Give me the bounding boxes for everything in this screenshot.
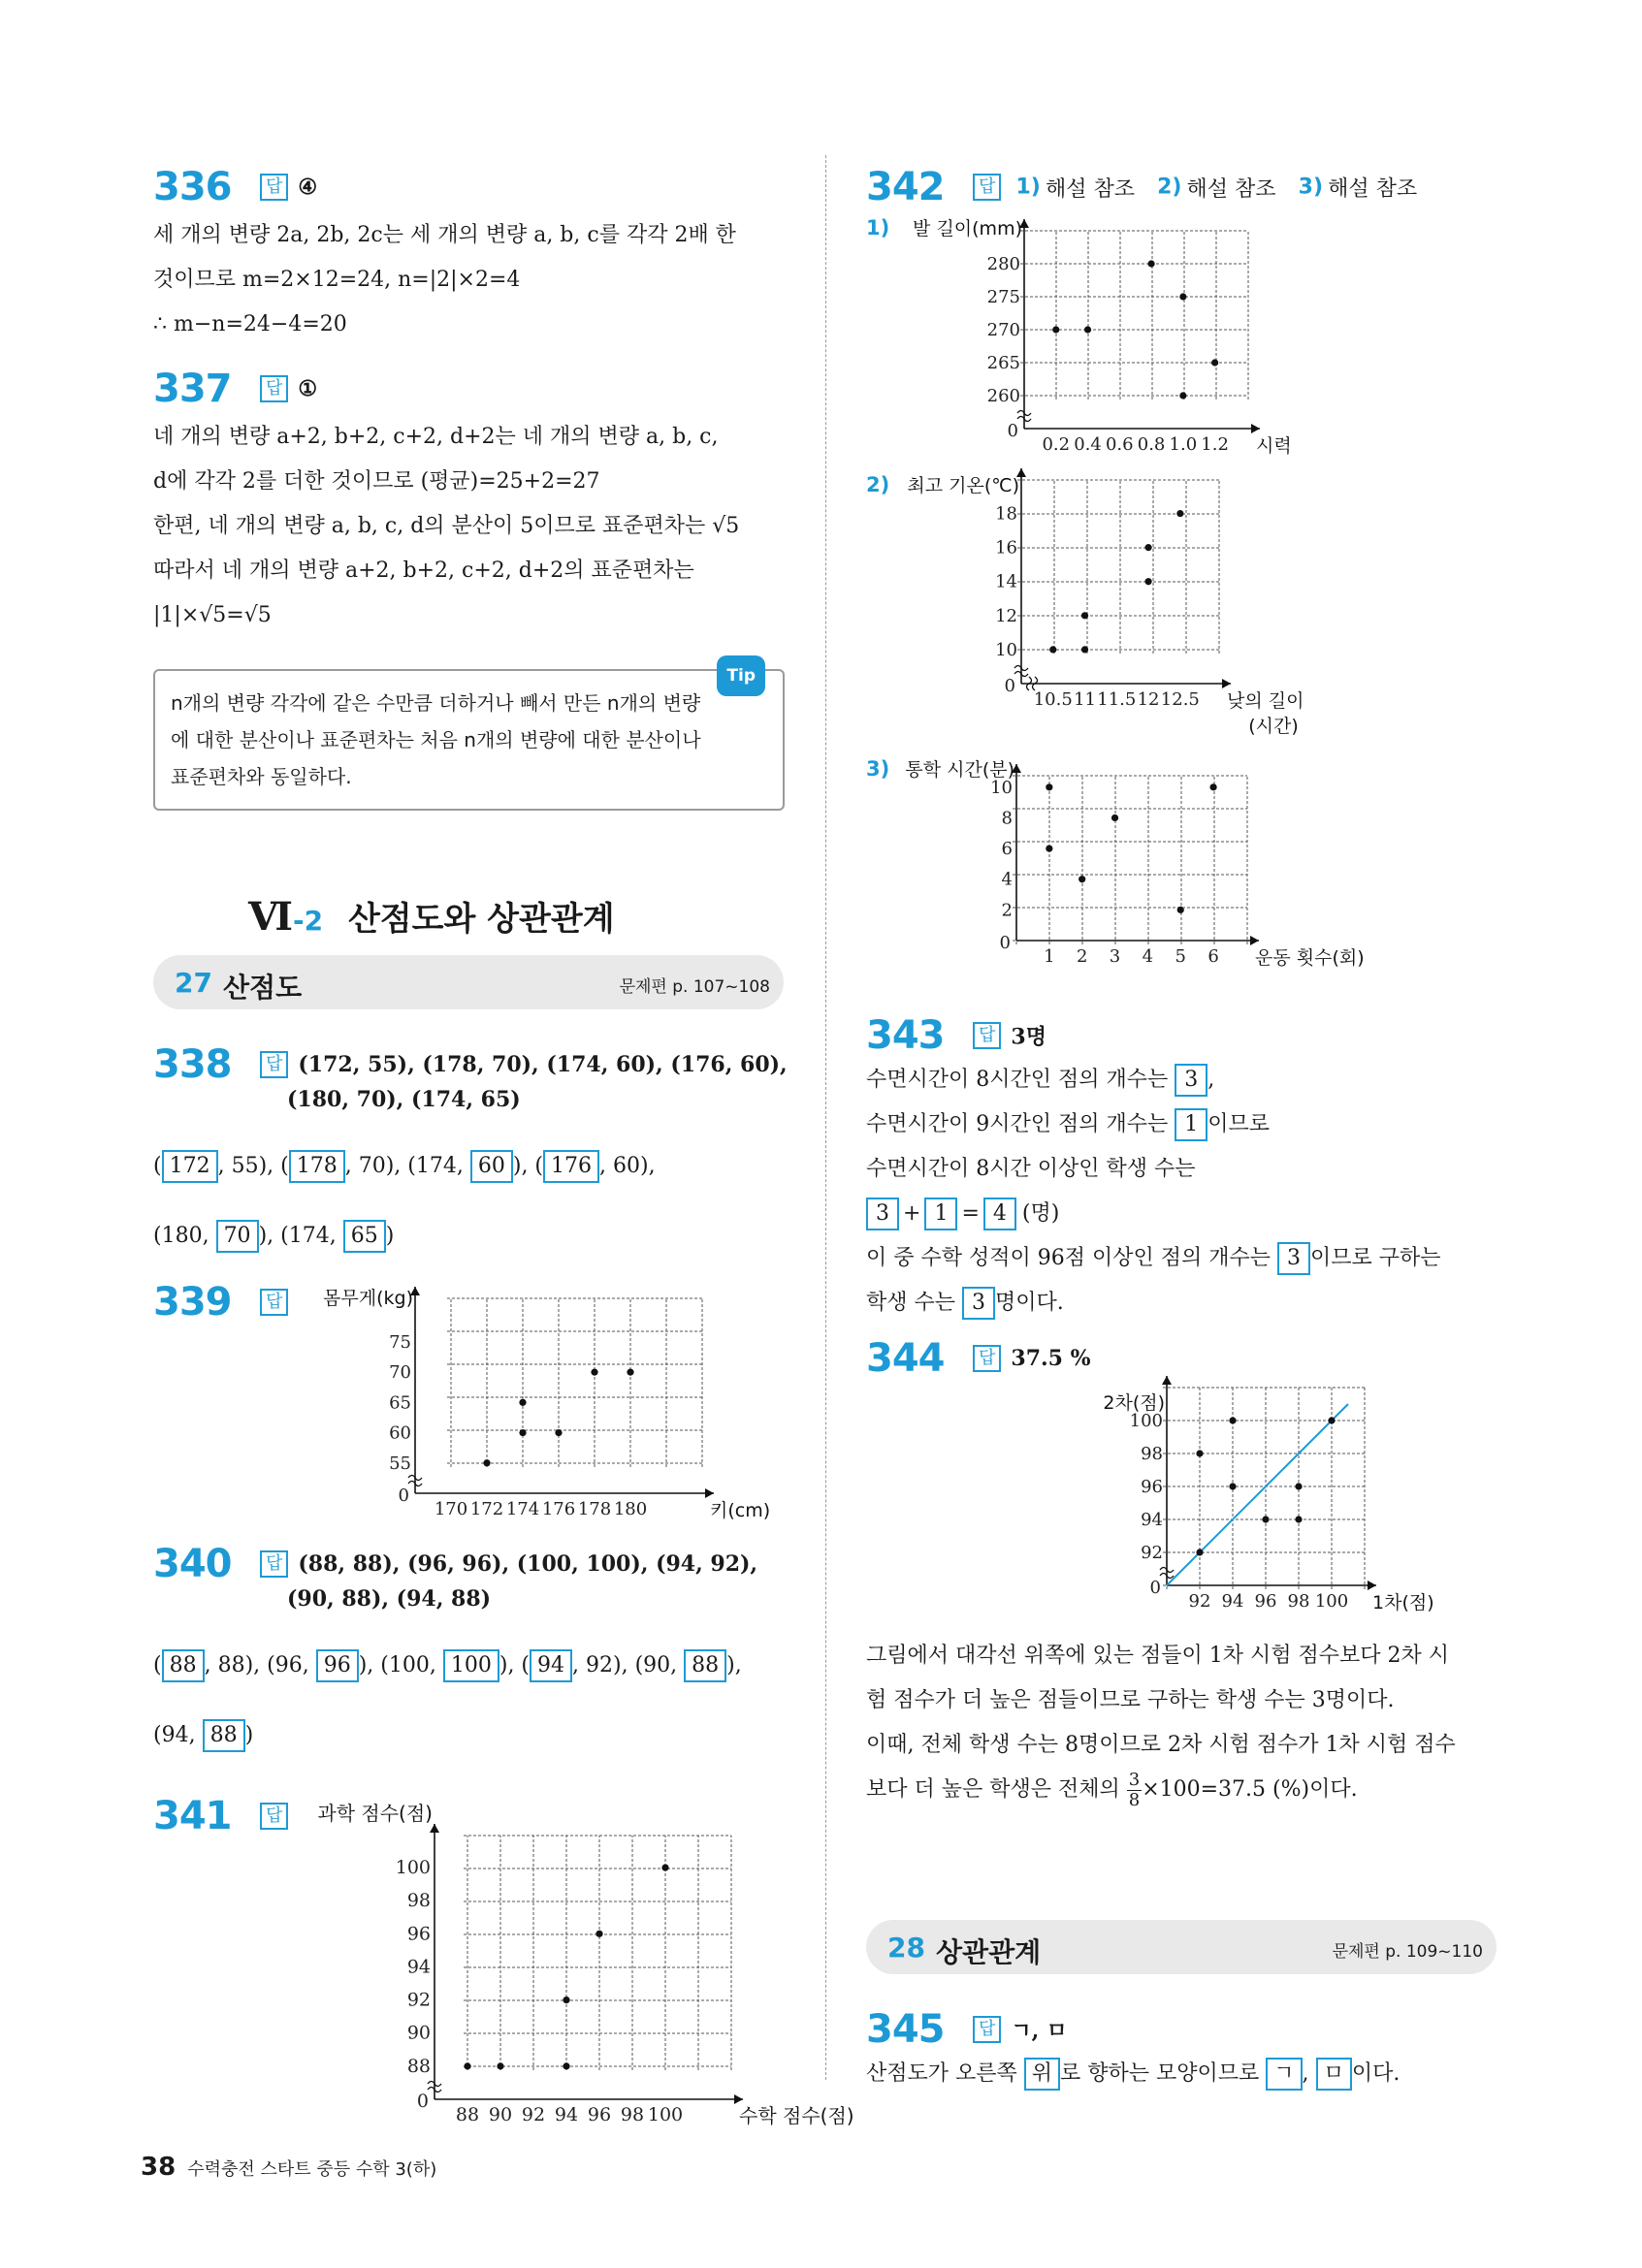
tip-line: 표준편차와 동일하다.	[171, 765, 352, 788]
solution-line: |1|×√5=√5	[153, 603, 272, 627]
y-tick-label: 96	[406, 1923, 431, 1945]
x-tick-label: 90	[488, 2104, 513, 2125]
origin-label: 0	[398, 1485, 409, 1506]
x-axis-title-unit: (시간)	[1248, 716, 1299, 737]
section-name: 산점도와 상관관계	[347, 900, 615, 939]
text: (	[153, 1653, 162, 1677]
text: ), (174,	[258, 1224, 343, 1248]
solution-line: 따라서 네 개의 변량 a+2, b+2, c+2, d+2의 표준편차는	[153, 559, 694, 583]
answer-badge: 답	[260, 174, 288, 201]
answer-badge: 답	[973, 174, 1001, 201]
answer-part-number: 1)	[1015, 175, 1041, 200]
data-point	[1176, 510, 1183, 517]
column-divider	[825, 155, 826, 2080]
subsection-bar-27	[153, 955, 784, 1009]
answer-box: 위	[1024, 2058, 1060, 2091]
x-tick-label: 92	[1188, 1591, 1211, 1612]
fill-in-row	[153, 1631, 789, 1701]
x-tick-label: 0.8	[1137, 434, 1166, 455]
origin-label: 0	[1004, 676, 1015, 696]
data-point	[1295, 1483, 1302, 1489]
origin-label: 0	[999, 933, 1011, 953]
scatter-chart-344	[1012, 1391, 1434, 1629]
page-number: 38	[141, 2153, 177, 2182]
x-tick-label: 94	[1221, 1591, 1244, 1612]
answer-part-number: 3)	[1298, 175, 1324, 200]
data-point	[1196, 1450, 1203, 1456]
text: 이다.	[1351, 2061, 1401, 2086]
x-tick-label: 100	[647, 2104, 684, 2125]
text: , 60),	[599, 1154, 656, 1178]
data-point	[1046, 783, 1052, 790]
solution-line	[866, 2052, 1497, 2096]
x-tick-label: 1.0	[1169, 434, 1198, 455]
scatter-chart-339	[241, 1285, 771, 1521]
scatter-chart-342-2	[866, 470, 1322, 737]
text: ,	[1207, 1068, 1215, 1092]
x-tick-label: 98	[1287, 1591, 1310, 1612]
problem-number: 339	[153, 1280, 232, 1325]
answer-box: 100	[443, 1649, 499, 1682]
problem-number: 342	[866, 165, 945, 209]
answer: (172, 55), (178, 70), (174, 60), (176, 60),	[298, 1052, 788, 1077]
answer-box: 176	[543, 1150, 599, 1183]
data-point	[596, 1931, 602, 1937]
y-axis-title: 발 길이(mm)	[913, 218, 1022, 240]
text: ),	[726, 1653, 742, 1677]
data-point	[497, 2062, 503, 2069]
data-point	[1049, 646, 1056, 653]
problem-340	[153, 1542, 789, 1771]
answer: (90, 88), (94, 88)	[287, 1586, 492, 1612]
page-footer	[141, 2153, 436, 2182]
denominator: 8	[1128, 1789, 1141, 1810]
solution-line	[866, 1768, 1497, 1812]
answer: (88, 88), (96, 96), (100, 100), (94, 92),	[298, 1551, 758, 1577]
answer-box: 1	[924, 1198, 957, 1230]
answer-badge: 답	[260, 1550, 288, 1578]
subsection-number: 27	[175, 967, 212, 999]
answer-box: 65	[343, 1220, 386, 1253]
answer-part: 해설 참조	[1186, 176, 1276, 202]
answer-box: 88	[162, 1649, 205, 1682]
x-tick-label: 0.6	[1105, 434, 1134, 455]
problem-number: 341	[153, 1794, 232, 1838]
y-axis-title: 통학 시간(분)	[905, 759, 1014, 781]
data-point	[563, 1996, 569, 2003]
page-reference: 문제편 p. 109~110	[1332, 1942, 1483, 1962]
data-point	[1079, 876, 1085, 882]
problem-number: 344	[866, 1336, 945, 1381]
data-point	[464, 2062, 470, 2069]
text: ,	[1302, 2061, 1316, 2086]
data-point	[1179, 293, 1186, 300]
x-tick-label: 0.2	[1042, 434, 1071, 455]
solution-line	[866, 1192, 1497, 1236]
subsection-number: 28	[887, 1932, 925, 1964]
problem-344-solution	[866, 1634, 1497, 1812]
y-tick-label: 270	[986, 320, 1020, 340]
text: +	[903, 1201, 921, 1226]
data-point	[1179, 392, 1186, 399]
y-axis-arrow	[430, 1824, 439, 1833]
data-point	[1177, 907, 1184, 913]
data-point	[1081, 646, 1088, 653]
data-point	[1144, 544, 1151, 551]
data-point	[1111, 815, 1118, 821]
y-tick-label: 16	[995, 537, 1017, 559]
x-tick-label: 180	[613, 1499, 648, 1519]
x-tick-label: 170	[434, 1499, 468, 1519]
book-title: 수력충전 스타트 중등 수학 3(하)	[187, 2159, 437, 2180]
data-point	[1144, 578, 1151, 585]
text: (	[153, 1154, 162, 1178]
y-tick-label: 260	[986, 386, 1020, 406]
answer-box: 3	[866, 1198, 899, 1230]
data-point	[1046, 845, 1052, 851]
text: 이므로 구하는	[1309, 1246, 1441, 1270]
data-point	[1229, 1417, 1236, 1423]
y-tick-label: 70	[389, 1362, 411, 1384]
x-tick-label: 6	[1207, 946, 1219, 967]
y-tick-label: 2	[1001, 900, 1013, 921]
x-axis-title: 수학 점수(점)	[739, 2104, 854, 2127]
chart-part-label: 3)	[866, 757, 890, 781]
data-point	[1229, 1483, 1236, 1489]
x-axis-arrow	[1250, 936, 1259, 945]
y-tick-label: 10	[990, 777, 1013, 798]
x-tick-label: 96	[1254, 1591, 1277, 1612]
tip-line: n개의 변량 각각에 같은 수만큼 더하거나 빼서 만든 n개의 변량	[171, 691, 701, 715]
problem-345	[866, 2007, 1497, 2096]
x-tick-label: 5	[1175, 946, 1186, 967]
x-tick-label: 3	[1109, 946, 1121, 967]
text: )	[385, 1224, 395, 1248]
y-tick-label: 94	[1141, 1510, 1163, 1530]
text: , 55), (	[217, 1154, 289, 1178]
data-point	[555, 1429, 562, 1436]
x-tick-label: 4	[1142, 946, 1154, 967]
x-tick-label: 12	[1137, 689, 1160, 710]
y-tick-label: 96	[1141, 1477, 1163, 1497]
x-axis-title: 키(cm)	[710, 1500, 771, 1521]
origin-label: 0	[1007, 421, 1018, 441]
x-tick-label: 96	[587, 2104, 612, 2125]
tip-line: 에 대한 분산이나 표준편차는 처음 n개의 변량에 대한 분산이나	[171, 728, 701, 751]
subsection-name: 상관관계	[936, 1936, 1042, 1968]
problem-337	[153, 367, 789, 638]
text: 이 중 수학 성적이 96점 이상인 점의 개수는	[866, 1246, 1277, 1270]
answer-badge: 답	[260, 1051, 288, 1078]
solution-line: 그림에서 대각선 위쪽에 있는 점들이 1차 시험 점수보다 2차 시	[866, 1644, 1449, 1668]
solution-line: d에 각각 2를 더한 것이므로 (평균)=25+2=27	[153, 469, 600, 494]
data-point	[1295, 1516, 1302, 1522]
fill-in-row	[153, 1701, 789, 1771]
answer-part: 해설 참조	[1328, 176, 1418, 202]
text: 수면시간이 9시간인 점의 개수는	[866, 1112, 1175, 1136]
y-axis-title: 최고 기온(℃)	[907, 475, 1019, 496]
text: (명)	[1021, 1201, 1060, 1226]
x-tick-label: 92	[521, 2104, 546, 2125]
data-point	[627, 1369, 633, 1376]
problem-343	[866, 1013, 1497, 1326]
answer-box: 60	[470, 1150, 513, 1183]
x-tick-label: 10.5	[1033, 689, 1073, 710]
tip-box	[153, 666, 785, 811]
answer-badge: 답	[973, 2016, 1001, 2043]
data-point	[1328, 1417, 1335, 1423]
fill-in-row	[153, 1132, 789, 1201]
x-tick-label: 176	[541, 1499, 576, 1519]
answer-box: 178	[289, 1150, 345, 1183]
x-tick-label: 88	[455, 2104, 480, 2125]
subsection-bar-28	[866, 1920, 1497, 1974]
y-tick-label: 90	[406, 2022, 431, 2044]
text: 수면시간이 8시간인 점의 개수는	[866, 1068, 1175, 1092]
x-axis-title: 낮의 길이	[1227, 690, 1304, 712]
text: 명이다.	[995, 1291, 1064, 1315]
y-tick-label: 8	[1001, 808, 1013, 829]
x-tick-label: 98	[620, 2104, 645, 2125]
x-tick-label: 11	[1074, 689, 1096, 710]
answer: ㄱ, ㅁ	[1011, 2018, 1068, 2044]
text: )	[244, 1723, 254, 1747]
problem-338	[153, 1042, 789, 1271]
diagonal-line	[1167, 1404, 1348, 1585]
answer-box: 96	[316, 1649, 359, 1682]
answer-box: 4	[983, 1198, 1016, 1230]
answer-badge: 답	[260, 375, 288, 402]
answer: 37.5 %	[1011, 1346, 1091, 1371]
solution-line: 수면시간이 8시간 이상인 학생 수는	[866, 1157, 1196, 1181]
data-point	[1147, 260, 1154, 267]
y-tick-label: 6	[1001, 839, 1013, 860]
answer-part: 해설 참조	[1045, 176, 1135, 202]
x-axis-title: 1차(점)	[1372, 1592, 1434, 1613]
data-point	[519, 1429, 526, 1436]
data-point	[519, 1399, 526, 1406]
section-title	[248, 892, 615, 940]
x-tick-label: 2	[1076, 946, 1088, 967]
y-tick-label: 98	[406, 1890, 431, 1912]
problem-342	[866, 165, 1417, 209]
text: (94,	[153, 1723, 203, 1747]
tip-badge: Tip	[717, 655, 765, 696]
answer-box: 172	[162, 1150, 218, 1183]
y-tick-label: 4	[1001, 869, 1013, 890]
answer-box: 1	[1175, 1108, 1207, 1141]
answer-box: 88	[203, 1719, 245, 1752]
data-point	[483, 1459, 490, 1466]
scatter-chart-342-1	[866, 215, 1312, 457]
fraction	[1127, 1771, 1142, 1810]
problem-number: 340	[153, 1542, 232, 1586]
answer: 3명	[1011, 1024, 1046, 1050]
y-tick-label: 18	[995, 503, 1017, 525]
data-point	[1209, 783, 1216, 790]
answer: ①	[298, 376, 318, 401]
solution-line: 세 개의 변량 2a, 2b, 2c는 세 개의 변량 a, b, c를 각각 2배 한	[153, 223, 736, 247]
text: ), (	[512, 1154, 544, 1178]
text: , 70), (174,	[344, 1154, 470, 1178]
x-axis-arrow	[734, 2094, 743, 2104]
y-tick-label: 98	[1141, 1444, 1163, 1464]
x-axis-arrow	[1222, 679, 1231, 688]
x-tick-label: 94	[554, 2104, 579, 2125]
y-tick-label: 60	[389, 1422, 411, 1444]
x-axis-title: 운동 횟수(회)	[1255, 947, 1365, 969]
data-point	[591, 1369, 597, 1376]
answer-box: 3	[1277, 1242, 1310, 1275]
answer: (180, 70), (174, 65)	[287, 1087, 521, 1112]
data-point	[661, 1864, 668, 1870]
x-tick-label: 100	[1314, 1591, 1349, 1612]
answer-box: 94	[530, 1649, 572, 1682]
data-point	[1052, 326, 1059, 333]
data-point	[1084, 326, 1091, 333]
y-tick-label: 265	[986, 353, 1020, 373]
y-axis-title: 과학 점수(점)	[317, 1802, 433, 1825]
text: (180,	[153, 1224, 216, 1248]
scatter-chart-342-3	[866, 756, 1370, 989]
text: 학생 수는	[866, 1291, 962, 1315]
problem-number: 338	[153, 1042, 232, 1087]
problem-336	[153, 165, 789, 347]
y-tick-label: 275	[986, 287, 1020, 307]
x-tick-label: 172	[469, 1499, 504, 1519]
y-tick-label: 12	[995, 605, 1017, 626]
origin-label: 0	[416, 2091, 429, 2112]
x-tick-label: 11.5	[1097, 689, 1137, 710]
y-tick-label: 94	[406, 1956, 431, 1978]
chart-part-label: 2)	[866, 473, 890, 496]
y-tick-label: 10	[995, 639, 1017, 660]
problem-number: 345	[866, 2007, 945, 2052]
y-tick-label: 100	[395, 1857, 431, 1879]
answer-box: 3	[1175, 1064, 1207, 1097]
y-tick-label: 88	[406, 2055, 431, 2077]
answer-box: ㅁ	[1316, 2058, 1352, 2091]
x-axis-arrow	[1368, 1581, 1376, 1590]
x-tick-label: 178	[577, 1499, 612, 1519]
solution-line: 것이므로 m=2×12=24, n=|2|×2=4	[153, 268, 521, 292]
answer: ④	[298, 175, 318, 200]
solution-line: 험 점수가 더 높은 점들이므로 구하는 학생 수는 3명이다.	[866, 1688, 1395, 1712]
x-tick-label: 0.4	[1074, 434, 1102, 455]
text: 보다 더 높은 학생은 전체의	[866, 1777, 1127, 1802]
solution-line: 네 개의 변량 a+2, b+2, c+2, d+2는 네 개의 변량 a, b, c,	[153, 425, 719, 449]
chart-part-label: 1)	[866, 216, 890, 240]
problem-number: 343	[866, 1013, 945, 1058]
y-tick-label: 92	[406, 1989, 431, 2011]
text: ), (	[499, 1653, 531, 1677]
y-tick-label: 280	[986, 254, 1020, 274]
solution-line: 한편, 네 개의 변량 a, b, c, d의 분산이 5이므로 표준편차는 √5	[153, 514, 740, 538]
section-sub: -2	[293, 905, 324, 937]
page-reference: 문제편 p. 107~108	[619, 977, 770, 997]
y-tick-label: 100	[1129, 1411, 1163, 1431]
answer-badge: 답	[260, 1803, 288, 1830]
x-axis-arrow	[705, 1488, 714, 1498]
text: 이므로	[1207, 1112, 1271, 1136]
subsection-name: 산점도	[223, 972, 303, 1004]
data-point	[1262, 1516, 1269, 1522]
answer-badge: 답	[260, 1289, 288, 1316]
solution-line	[866, 1058, 1497, 1102]
x-axis-title: 시력	[1256, 435, 1292, 457]
solution-line	[866, 1281, 1497, 1326]
section-roman: Ⅵ	[248, 894, 293, 940]
y-axis-arrow	[1162, 1376, 1172, 1385]
problem-number: 337	[153, 367, 232, 411]
text: =	[961, 1201, 980, 1226]
text: 산점도가 오른쪽	[866, 2061, 1024, 2086]
answer-box: 3	[962, 1287, 995, 1320]
y-tick-label: 75	[389, 1331, 411, 1353]
y-axis-title: 몸무게(kg)	[323, 1288, 413, 1309]
x-axis-arrow	[1251, 424, 1260, 433]
data-point	[1081, 612, 1088, 619]
data-point	[1196, 1549, 1203, 1555]
data-point	[563, 2062, 569, 2069]
y-tick-label: 55	[389, 1453, 411, 1474]
problem-344	[866, 1336, 1091, 1381]
y-tick-label: 65	[389, 1392, 411, 1414]
data-point	[1211, 359, 1218, 366]
text: ×100=37.5 (%)이다.	[1142, 1777, 1358, 1802]
answer-box: ㄱ	[1266, 2058, 1302, 2091]
x-tick-label: 1	[1044, 946, 1055, 967]
answer-box: 70	[216, 1220, 259, 1253]
solution-line: 이때, 전체 학생 수는 8명이므로 2차 시험 점수가 1차 시험 점수	[866, 1733, 1456, 1757]
x-tick-label: 1.2	[1201, 434, 1229, 455]
answer-badge: 답	[973, 1022, 1001, 1049]
solution-line	[866, 1236, 1497, 1281]
origin-label: 0	[1149, 1578, 1161, 1598]
y-tick-label: 14	[995, 571, 1017, 592]
text: , 88), (96,	[204, 1653, 316, 1677]
solution-line	[866, 1102, 1497, 1147]
text: , 92), (90,	[572, 1653, 685, 1677]
text: ), (100,	[358, 1653, 443, 1677]
x-tick-label: 12.5	[1160, 689, 1200, 710]
answer-badge: 답	[973, 1345, 1001, 1372]
y-tick-label: 92	[1141, 1543, 1163, 1563]
text: 로 향하는 모양이므로	[1060, 2061, 1267, 2086]
numerator: 3	[1128, 1769, 1141, 1790]
solution-line: ∴ m−n=24−4=20	[153, 312, 347, 336]
y-axis-title: 2차(점)	[1103, 1392, 1165, 1414]
answer-part-number: 2)	[1157, 175, 1182, 200]
problem-number: 336	[153, 165, 232, 209]
x-tick-label: 174	[505, 1499, 540, 1519]
scatter-chart-341	[241, 1799, 854, 2128]
fill-in-row	[153, 1201, 789, 1271]
answer-box: 88	[684, 1649, 726, 1682]
